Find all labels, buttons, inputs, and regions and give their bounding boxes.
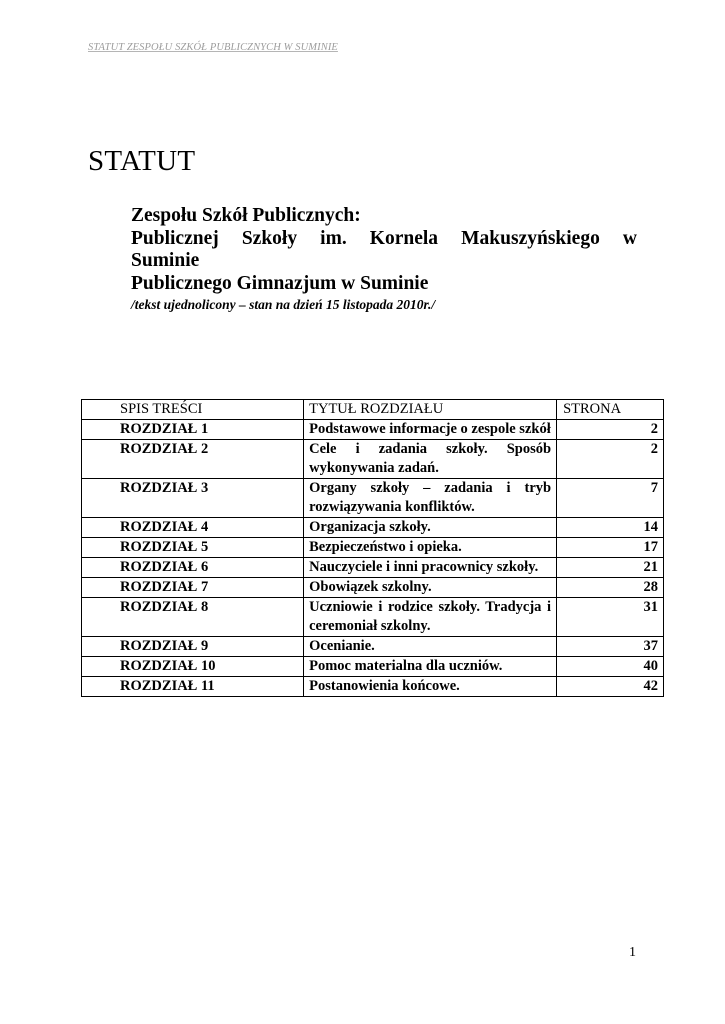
toc-page: 28 <box>557 578 664 598</box>
toc-title: Organizacja szkoły. <box>304 518 557 538</box>
toc-title: Uczniowie i rodzice szkoły. Tradycja i ceremoniał szkolny. <box>304 598 557 637</box>
toc-row <box>82 598 664 637</box>
toc-page: 31 <box>557 598 664 637</box>
toc-row <box>82 637 664 657</box>
toc-row <box>82 420 664 440</box>
toc-title: Nauczyciele i inni pracownicy szkoły. <box>304 558 557 578</box>
toc-title: Obowiązek szkolny. <box>304 578 557 598</box>
toc-chapter: ROZDZIAŁ 2 <box>82 440 304 479</box>
page-number: 1 <box>629 945 636 960</box>
toc-header-title: TYTUŁ ROZDZIAŁU <box>304 400 557 420</box>
subtitle-line-2b: Suminie <box>131 250 200 271</box>
toc-chapter: ROZDZIAŁ 9 <box>82 637 304 657</box>
toc-chapter: ROZDZIAŁ 3 <box>82 479 304 518</box>
toc-page: 17 <box>557 538 664 558</box>
toc-title: Pomoc materialna dla uczniów. <box>304 657 557 677</box>
toc-page: 21 <box>557 558 664 578</box>
toc-row <box>82 518 664 538</box>
toc-row <box>82 479 664 518</box>
toc-chapter: ROZDZIAŁ 8 <box>82 598 304 637</box>
toc-header-chapter: SPIS TREŚCI <box>82 400 304 420</box>
toc-row <box>82 657 664 677</box>
toc-page: 42 <box>557 677 664 697</box>
subtitle-note: /tekst ujednolicony – stan na dzień 15 listopada 2010r./ <box>131 297 436 312</box>
subtitle-line-3: Publicznego Gimnazjum w Suminie <box>131 272 429 294</box>
table-of-contents <box>81 399 664 697</box>
toc-title: Bezpieczeństwo i opieka. <box>304 538 557 558</box>
toc-header-row <box>82 400 664 420</box>
toc-chapter: ROZDZIAŁ 1 <box>82 420 304 440</box>
toc-page: 7 <box>557 479 664 518</box>
toc-page: 40 <box>557 657 664 677</box>
toc-chapter: ROZDZIAŁ 7 <box>82 578 304 598</box>
toc-page: 37 <box>557 637 664 657</box>
toc-title: Ocenianie. <box>304 637 557 657</box>
toc-row <box>82 578 664 598</box>
toc-page: 14 <box>557 518 664 538</box>
toc-row <box>82 558 664 578</box>
toc-header-page: STRONA <box>557 400 664 420</box>
running-header: STATUT ZESPOŁU SZKÓŁ PUBLICZNYCH W SUMINIE <box>88 42 338 53</box>
toc-chapter: ROZDZIAŁ 10 <box>82 657 304 677</box>
toc-chapter: ROZDZIAŁ 4 <box>82 518 304 538</box>
subtitle-block <box>131 205 637 313</box>
toc-title: Organy szkoły – zadania i tryb rozwiązywania konfliktów. <box>304 479 557 518</box>
toc-title: Postanowienia końcowe. <box>304 677 557 697</box>
toc-chapter: ROZDZIAŁ 6 <box>82 558 304 578</box>
toc-title: Cele i zadania szkoły. Sposób wykonywania zadań. <box>304 440 557 479</box>
toc-title: Podstawowe informacje o zespole szkół <box>304 420 557 440</box>
toc-page: 2 <box>557 420 664 440</box>
toc-row <box>82 677 664 697</box>
toc-page: 2 <box>557 440 664 479</box>
toc-row <box>82 440 664 479</box>
subtitle-line-1: Zespołu Szkół Publicznych: <box>131 205 361 226</box>
toc-chapter: ROZDZIAŁ 5 <box>82 538 304 558</box>
subtitle-line-2a: Publicznej Szkoły im. Kornela Makuszyńskiego w <box>131 227 637 249</box>
toc-row <box>82 538 664 558</box>
document-title: STATUT <box>88 145 196 177</box>
toc-chapter: ROZDZIAŁ 11 <box>82 677 304 697</box>
